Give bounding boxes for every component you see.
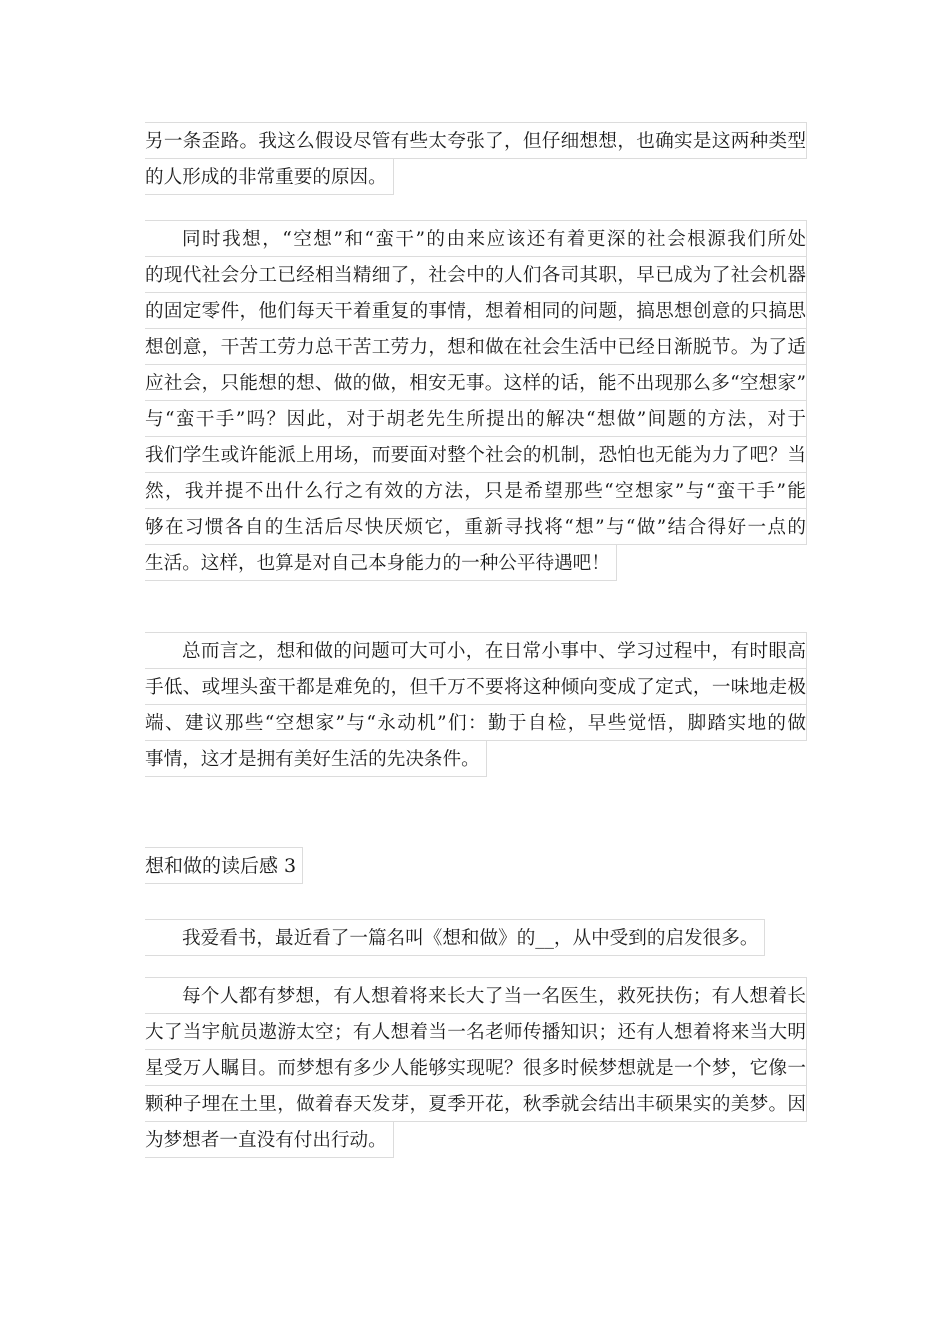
text-line: 够在习惯各自的生活后尽快厌烦它，重新寻找将“想”与“做”结合得好一点的 xyxy=(145,508,807,545)
paragraph-3 xyxy=(145,632,807,781)
text-line: 总而言之，想和做的问题可大可小，在日常小事中、学习过程中，有时眼高 xyxy=(145,632,807,669)
text-line: 颗种子埋在土里，做着春天发芽，夏季开花，秋季就会结出丰硕果实的美梦。因 xyxy=(145,1085,807,1122)
paragraph-5 xyxy=(145,977,807,1162)
text-line: 的人形成的非常重要的原因。 xyxy=(145,158,394,195)
text-line: 手低、或埋头蛮干都是难免的，但千万不要将这种倾向变成了定式，一味地走极 xyxy=(145,668,807,705)
text-line: 端、建议那些“空想家”与“永动机”们：勤于自检，早些觉悟，脚踏实地的做 xyxy=(145,704,807,741)
text-line: 事情，这才是拥有美好生活的先决条件。 xyxy=(145,740,487,777)
text-line: 的现代社会分工已经相当精细了，社会中的人们各司其职，早已成为了社会机器 xyxy=(145,256,807,293)
text-line: 生活。这样，也算是对自己本身能力的一种公平待遇吧！ xyxy=(145,544,617,581)
text-line: 的固定零件，他们每天干着重复的事情，想着相同的问题，搞思想创意的只搞思 xyxy=(145,292,807,329)
text-line: 我爱看书，最近看了一篇名叫《想和做》的__，从中受到的启发很多。 xyxy=(145,919,765,956)
text-line: 同时我想，“空想”和“蛮干”的由来应该还有着更深的社会根源我们所处 xyxy=(145,220,807,257)
paragraph-4 xyxy=(145,919,807,960)
text-line: 然，我并提不出什么行之有效的方法，只是希望那些“空想家”与“蛮干手”能 xyxy=(145,472,807,509)
section-heading: 想和做的读后感 3 xyxy=(145,847,303,884)
paragraph-2 xyxy=(145,220,807,585)
text-line: 每个人都有梦想，有人想着将来长大了当一名医生，救死扶伤；有人想着长 xyxy=(145,977,807,1014)
text-line: 与“蛮干手”吗？因此，对于胡老先生所提出的解决“想做”间题的方法，对于 xyxy=(145,400,807,437)
paragraph-1 xyxy=(145,122,807,199)
text-line: 我们学生或许能派上用场，而要面对整个社会的机制，恐怕也无能为力了吧？当 xyxy=(145,436,807,473)
text-line: 大了当宇航员遨游太空；有人想着当一名老师传播知识；还有人想着将来当大明 xyxy=(145,1013,807,1050)
text-line: 想创意，干苦工劳力总干苦工劳力，想和做在社会生活中已经日渐脱节。为了适 xyxy=(145,328,807,365)
text-line: 为梦想者一直没有付出行动。 xyxy=(145,1121,394,1158)
text-line: 星受万人瞩目。而梦想有多少人能够实现呢？很多时候梦想就是一个梦，它像一 xyxy=(145,1049,807,1086)
text-line: 应社会，只能想的想、做的做，相安无事。这样的话，能不出现那么多“空想家” xyxy=(145,364,807,401)
text-line: 另一条歪路。我这么假设尽管有些太夸张了，但仔细想想，也确实是这两种类型 xyxy=(145,122,807,159)
